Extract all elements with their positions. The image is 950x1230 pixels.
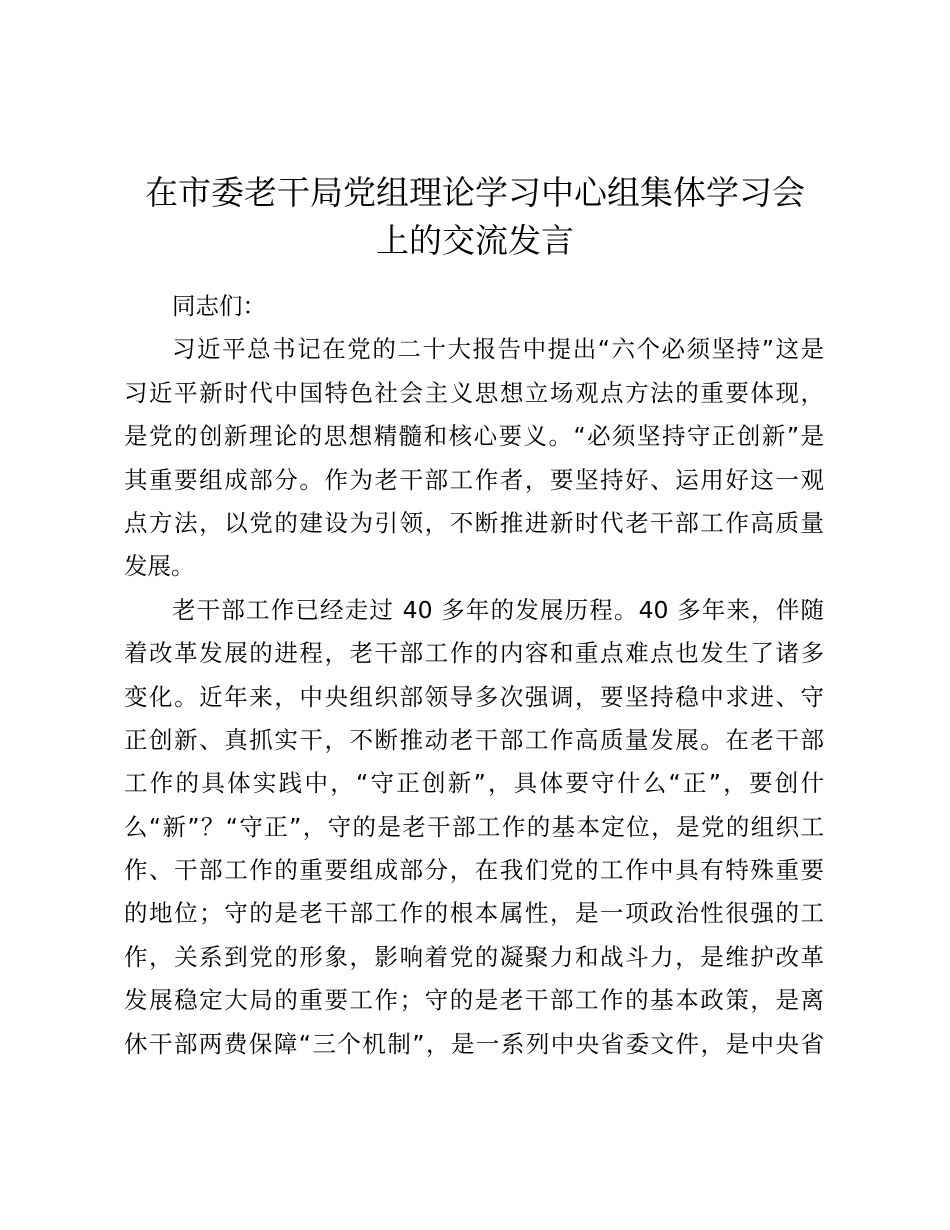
paragraph-2-line: 发展稳定大局的重要工作；守的是老干部工作的基本政策，是离 — [124, 986, 824, 1015]
paragraph-2-line: 正创新、真抓实干，不断推动老干部工作高质量发展。在老干部 — [124, 725, 824, 754]
paragraph-2-line: 着改革发展的进程，老干部工作的内容和重点难点也发生了诸多 — [124, 639, 824, 668]
paragraph-2-line: 老干部工作已经走过 40 多年的发展历程。40 多年来，伴随 — [172, 595, 824, 624]
paragraph-2-line: 变化。近年来，中央组织部领导多次强调，要坚持稳中求进、守 — [124, 682, 824, 711]
paragraph-2-line: 休干部两费保障“三个机制”，是一系列中央省委文件，是中央省 — [124, 1029, 824, 1058]
paragraph-1-line: 是党的创新理论的思想精髓和核心要义。“必须坚持守正创新”是 — [124, 422, 824, 451]
paragraph-2-line: 么“新”？“守正”，守的是老干部工作的基本定位，是党的组织工 — [124, 812, 824, 841]
paragraph-1-line: 点方法，以党的建设为引领，不断推进新时代老干部工作高质量 — [124, 508, 824, 537]
document-title-line-2: 上的交流发言 — [376, 221, 574, 260]
paragraph-1-line: 习近平新时代中国特色社会主义思想立场观点方法的重要体现， — [124, 378, 824, 407]
paragraph-1-line: 发展。 — [124, 552, 195, 581]
paragraph-2-line: 作、干部工作的重要组成部分，在我们党的工作中具有特殊重要 — [124, 856, 824, 885]
document-body — [124, 285, 824, 1066]
paragraph-2-line: 工作的具体实践中，“守正创新”，具体要守什么“正”，要创什 — [124, 769, 824, 798]
paragraph-2-line: 作，关系到党的形象，影响着党的凝聚力和战斗力，是维护改革 — [124, 942, 824, 971]
document-title-line-1: 在市委老干局党组理论学习中心组集体学习会 — [145, 173, 805, 212]
paragraph-2-line: 的地位；守的是老干部工作的根本属性，是一项政治性很强的工 — [124, 899, 824, 928]
salutation: 同志们： — [172, 292, 266, 320]
paragraph-1-line: 其重要组成部分。作为老干部工作者，要坚持好、运用好这一观 — [124, 465, 824, 494]
paragraph-1-line: 习近平总书记在党的二十大报告中提出“六个必须坚持”这是 — [172, 335, 824, 364]
